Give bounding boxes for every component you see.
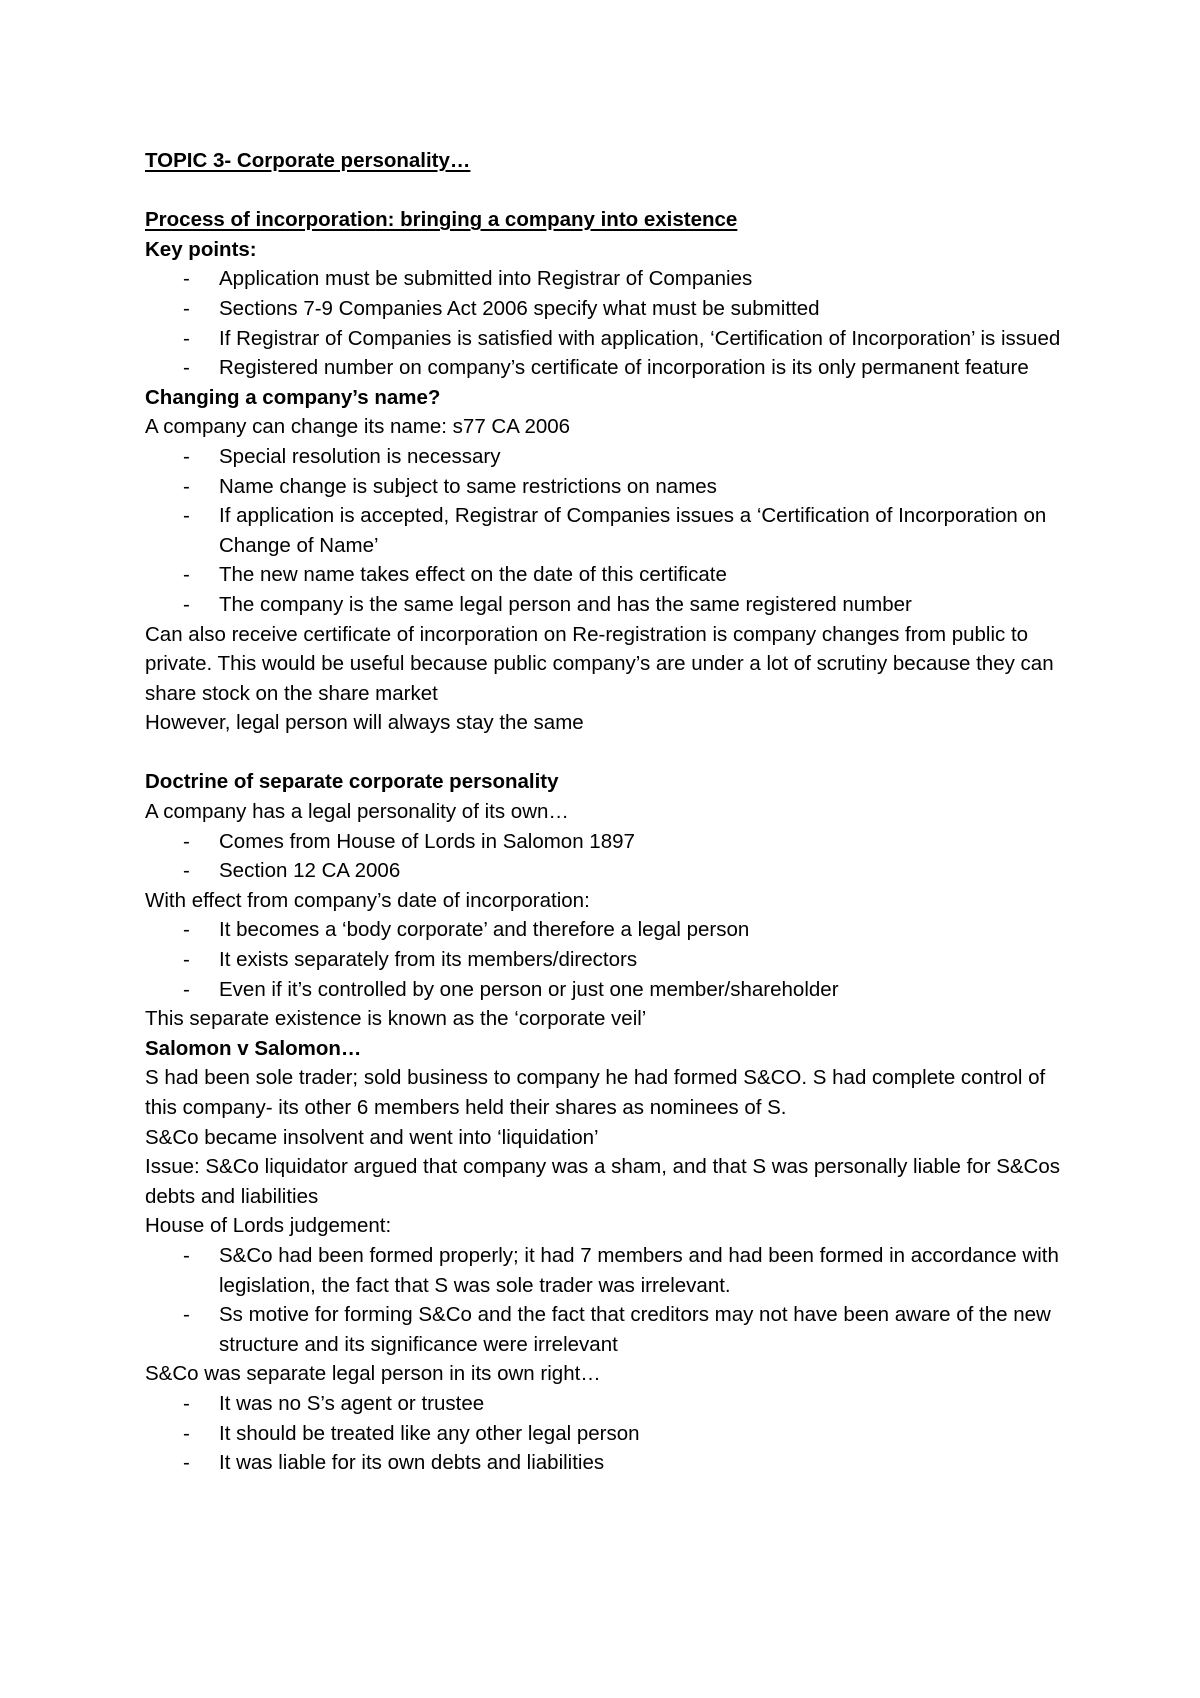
dash-bullet: -	[183, 1421, 190, 1445]
list-item	[145, 856, 1075, 886]
list-item	[145, 915, 1075, 945]
list-item-text: The company is the same legal person and has the same registered number	[219, 592, 912, 616]
key-points-label: Key points:	[145, 237, 257, 261]
dash-bullet: -	[183, 829, 190, 853]
list-item-text: Ss motive for forming S&Co and the fact that creditors may not have been aware of the new structure and its significance were irrelevant	[219, 1303, 1051, 1356]
section-heading-salomon: Salomon v Salomon…	[145, 1036, 362, 1060]
salomon-facts: S had been sole trader; sold business to company he had formed S&CO. S had complete control of this company- its other 6 members held their shares as nominees of S.	[145, 1066, 1046, 1119]
list-item-text: Registered number on company’s certificate of incorporation is its only permanent feature	[219, 356, 1029, 380]
corporate-veil-note: This separate existence is known as the ‘corporate veil’	[145, 1007, 647, 1031]
list-item	[145, 294, 1075, 324]
dash-bullet: -	[183, 1243, 190, 1267]
re-registration-paragraph: Can also receive certificate of incorporation on Re-registration is company changes from public to private. This would be useful because public company’s are under a lot of scrutiny because they can share stock on the share market	[145, 622, 1054, 705]
dash-bullet: -	[183, 267, 190, 291]
dash-bullet: -	[183, 1303, 190, 1327]
dash-bullet: -	[183, 918, 190, 942]
list-item-text: Section 12 CA 2006	[219, 859, 401, 883]
dash-bullet: -	[183, 474, 190, 498]
judgement-list	[145, 1241, 1075, 1359]
document-title: TOPIC 3- Corporate personality…	[145, 149, 471, 172]
dash-bullet: -	[183, 1451, 190, 1475]
list-item-text: Special resolution is necessary	[219, 444, 501, 468]
dash-bullet: -	[183, 563, 190, 587]
list-item	[145, 1389, 1075, 1419]
dash-bullet: -	[183, 977, 190, 1001]
spacer	[145, 176, 1075, 206]
list-item-text: It should be treated like any other legal person	[219, 1421, 640, 1445]
conclusion-intro: S&Co was separate legal person in its own right…	[145, 1362, 601, 1386]
list-item	[145, 264, 1075, 294]
dash-bullet: -	[183, 326, 190, 350]
dash-bullet: -	[183, 592, 190, 616]
list-item	[145, 353, 1075, 383]
name-change-list	[145, 442, 1075, 620]
list-item-text: It becomes a ‘body corporate’ and therefore a legal person	[219, 918, 750, 942]
list-item-text: The new name takes effect on the date of this certificate	[219, 563, 727, 587]
list-item-text: Sections 7-9 Companies Act 2006 specify what must be submitted	[219, 296, 820, 320]
separate-personality-intro: A company has a legal personality of its own…	[145, 800, 569, 824]
section-heading-name-change: Changing a company’s name?	[145, 385, 441, 409]
dash-bullet: -	[183, 948, 190, 972]
list-item	[145, 472, 1075, 502]
effect-intro: With effect from company’s date of incorporation:	[145, 888, 590, 912]
list-item-text: Name change is subject to same restrictions on names	[219, 474, 717, 498]
salomon-insolvency: S&Co became insolvent and went into ‘liquidation’	[145, 1125, 599, 1149]
section-heading-incorporation: Process of incorporation: bringing a company into existence	[145, 208, 738, 232]
list-item-text: If application is accepted, Registrar of Companies issues a ‘Certification of Incorporation on Change of Name’	[219, 504, 1047, 557]
list-item	[145, 1241, 1075, 1300]
list-item-text: If Registrar of Companies is satisfied with application, ‘Certification of Incorporation’ is issued	[219, 326, 1061, 350]
list-item-text: It was liable for its own debts and liabilities	[219, 1451, 605, 1475]
document-page	[145, 146, 1075, 1478]
list-item	[145, 324, 1075, 354]
list-item	[145, 1419, 1075, 1449]
dash-bullet: -	[183, 859, 190, 883]
dash-bullet: -	[183, 444, 190, 468]
list-item	[145, 501, 1075, 560]
list-item-text: S&Co had been formed properly; it had 7 members and had been formed in accordance with legislation, the fact that S was sole trader was irrelevant.	[219, 1243, 1059, 1297]
conclusion-list	[145, 1389, 1075, 1478]
list-item-text: Comes from House of Lords in Salomon 1897	[219, 829, 635, 853]
key-points-list	[145, 264, 1075, 382]
list-item	[145, 1448, 1075, 1478]
list-item	[145, 975, 1075, 1005]
salomon-issue: Issue: S&Co liquidator argued that company was a sham, and that S was personally liable for S&Cos debts and liabilities	[145, 1155, 1061, 1208]
name-change-intro: A company can change its name: s77 CA 2006	[145, 415, 571, 439]
spacer	[145, 738, 1075, 768]
list-item	[145, 442, 1075, 472]
dash-bullet: -	[183, 356, 190, 380]
list-item-text: Application must be submitted into Registrar of Companies	[219, 267, 753, 291]
dash-bullet: -	[183, 296, 190, 320]
dash-bullet: -	[183, 1391, 190, 1415]
section-heading-separate-personality: Doctrine of separate corporate personality	[145, 770, 559, 794]
list-item	[145, 945, 1075, 975]
effects-list	[145, 915, 1075, 1004]
list-item-text: It was no S’s agent or trustee	[219, 1391, 485, 1415]
list-item	[145, 1300, 1075, 1359]
legal-person-note: However, legal person will always stay the same	[145, 711, 584, 735]
dash-bullet: -	[183, 504, 190, 528]
sources-list	[145, 827, 1075, 886]
list-item-text: Even if it’s controlled by one person or just one member/shareholder	[219, 977, 839, 1001]
list-item	[145, 827, 1075, 857]
list-item	[145, 590, 1075, 620]
judgement-intro: House of Lords judgement:	[145, 1214, 392, 1238]
list-item	[145, 560, 1075, 590]
list-item-text: It exists separately from its members/directors	[219, 948, 638, 972]
